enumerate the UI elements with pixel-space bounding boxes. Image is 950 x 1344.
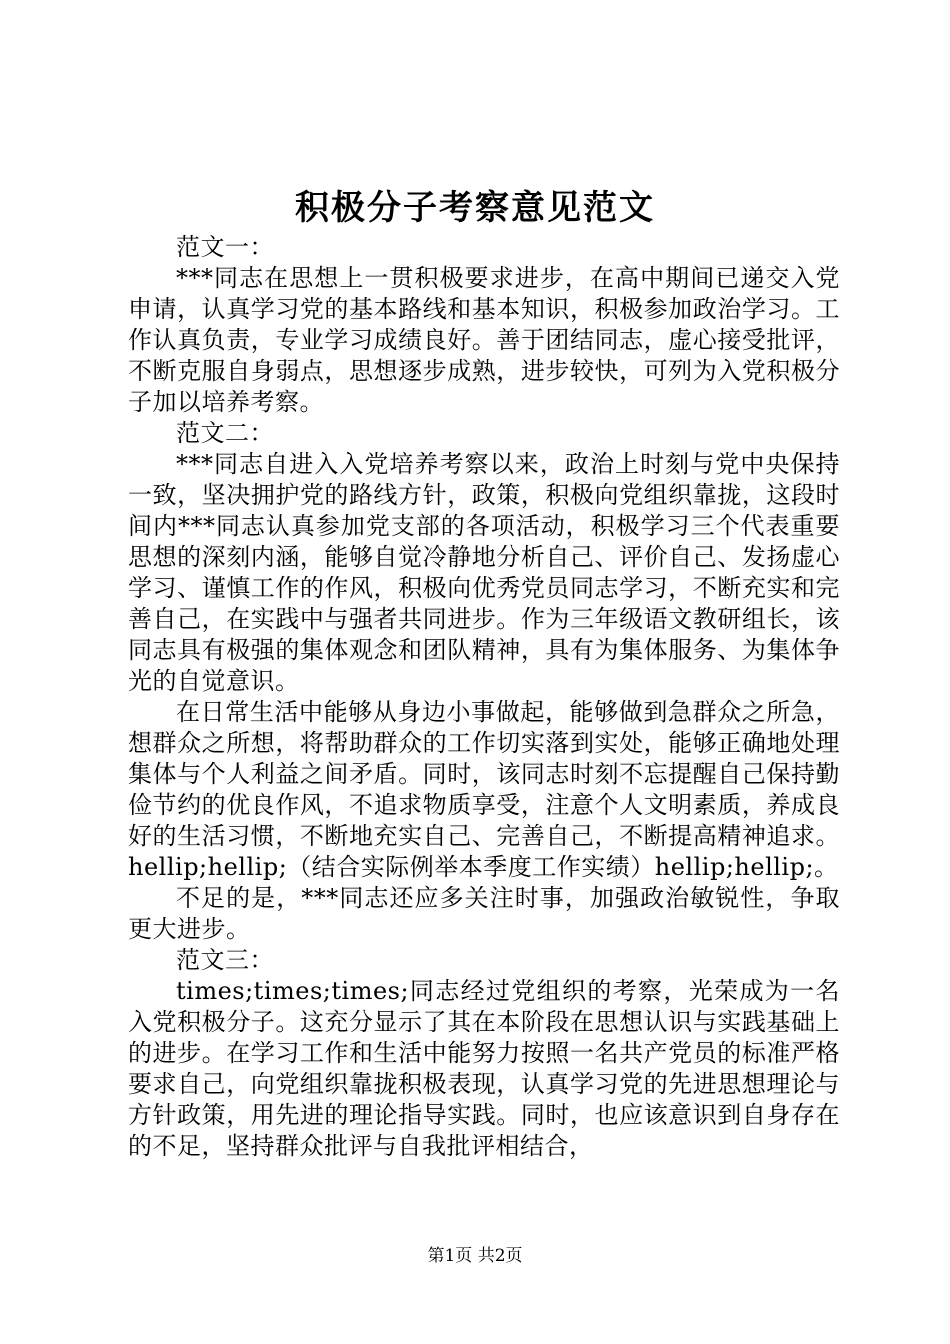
section-heading-3: 范文三： [176, 946, 274, 974]
paragraph: 在日常生活中能够从身边小事做起，能够做到急群众之所急，想群众之所想，将帮助群众的工作切实落到实处，能够正确地处理集体与个人利益之间矛盾。同时，该同志时刻不忘提醒自己保持勤俭节约的优良作风，不追求物质享受，注意个人文明素质，养成良好的生活习惯，不断地充实自己、完善自己，不断提高精神追求。hellip;hellip;（结合实际例举本季度工作实绩）hellip;hellip;。 [128, 698, 840, 881]
paragraph: ***同志自进入入党培养考察以来，政治上时刻与党中央保持一致，坚决拥护党的路线方针，政策，积极向党组织靠拢，这段时间内***同志认真参加党支部的各项活动，积极学习三个代表重要思想的深刻内涵，能够自觉冷静地分析自己、评价自己、发扬虚心学习、谨慎工作的作风，积极向优秀党员同志学习，不断充实和完善自己，在实践中与强者共同进步。作为三年级语文教研组长，该同志具有极强的集体观念和团队精神，具有为集体服务、为集体争光的自觉意识。 [128, 450, 840, 695]
page-footer: 第1页 共2页 [427, 1246, 523, 1266]
paragraph: ***同志在思想上一贯积极要求进步，在高中期间已递交入党申请，认真学习党的基本路线和基本知识，积极参加政治学习。工作认真负责，专业学习成绩良好。善于团结同志，虚心接受批评，不断克服自身弱点，思想逐步成熟，进步较快，可列为入党积极分子加以培养考察。 [128, 264, 840, 416]
paragraph: times;times;times;同志经过党组织的考察，光荣成为一名入党积极分子。这充分显示了其在本阶段在思想认识与实践基础上的进步。在学习工作和生活中能努力按照一名共产党员的标准严格要求自己，向党组织靠拢积极表现，认真学习党的先进思想理论与方针政策，用先进的理论指导实践。同时，也应该意识到自身存在的不足，坚持群众批评与自我批评相结合， [128, 977, 840, 1160]
section-heading-2: 范文二： [176, 419, 274, 447]
section-heading-1: 范文一： [176, 233, 274, 261]
paragraph: 不足的是，***同志还应多关注时事，加强政治敏锐性，争取更大进步。 [128, 884, 840, 943]
document-body [128, 232, 840, 1162]
document-title: 积极分子考察意见范文 [295, 188, 655, 228]
